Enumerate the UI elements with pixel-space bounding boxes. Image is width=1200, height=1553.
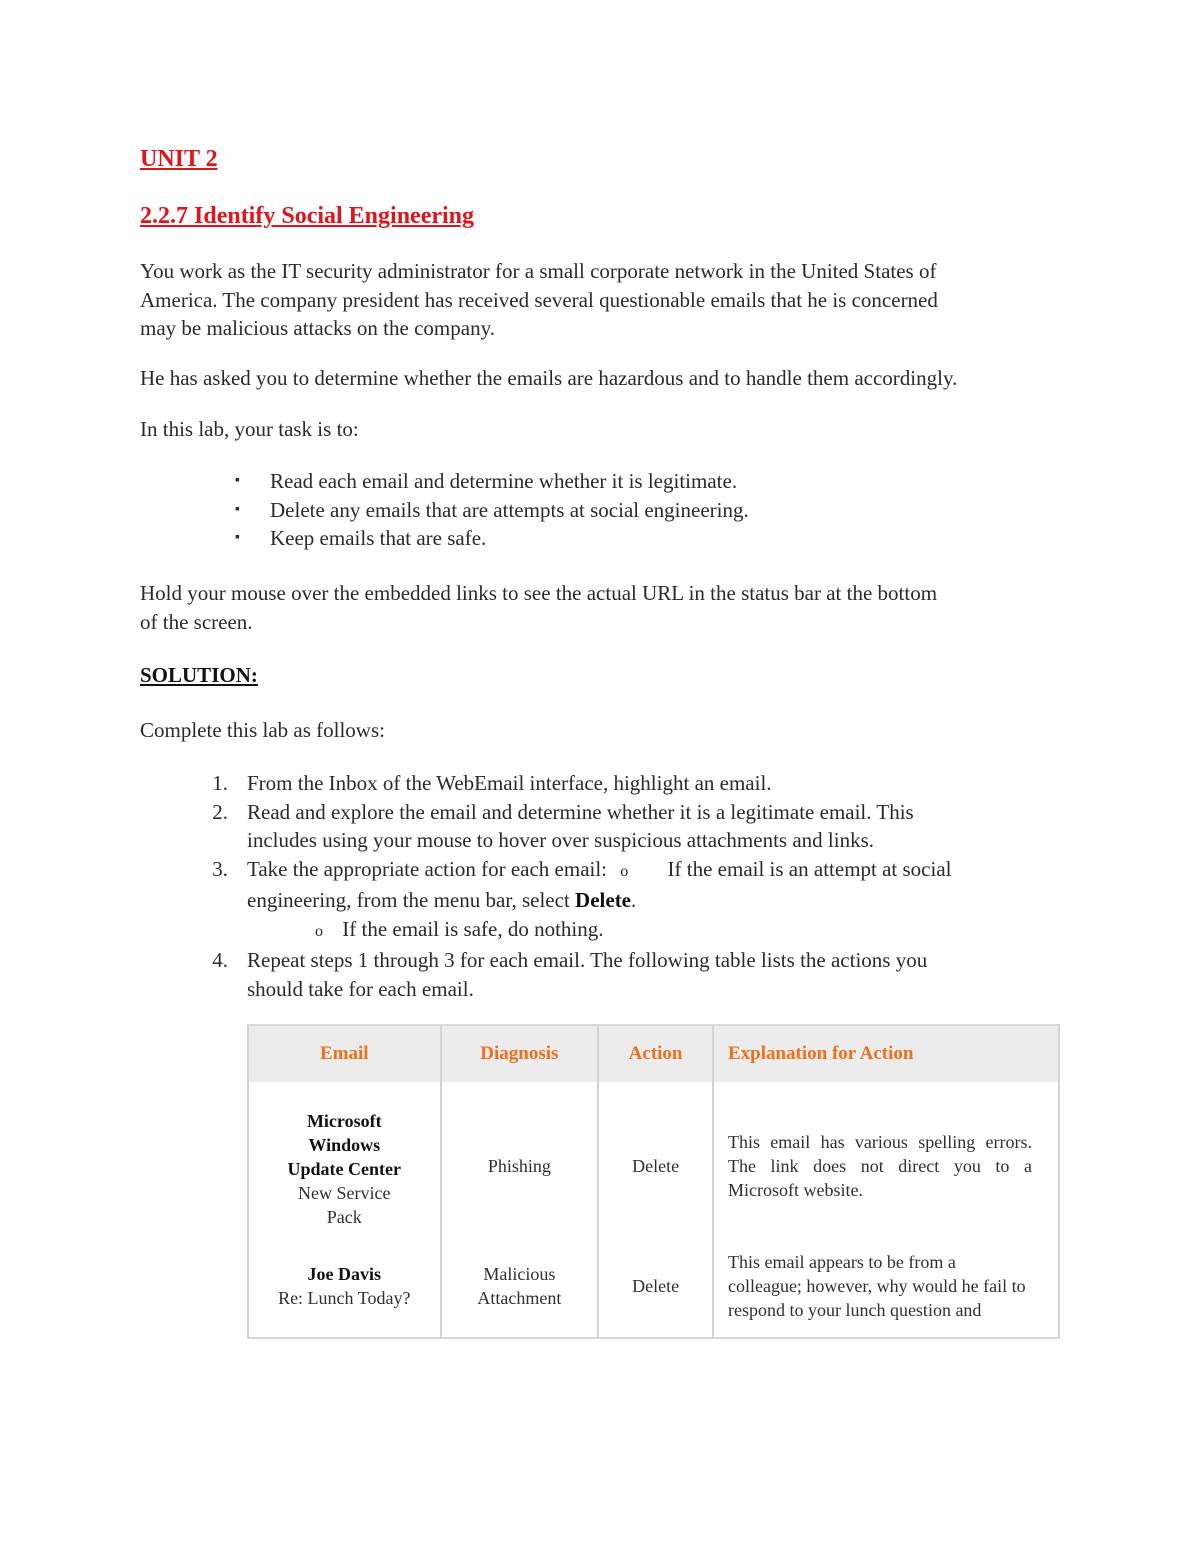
diagnosis-cell: Malicious Attachment (441, 1250, 599, 1338)
solution-intro: Complete this lab as follows: (140, 718, 385, 742)
table-row (248, 1250, 1059, 1338)
section-title: 2.2.7 Identify Social Engineering (140, 203, 475, 229)
header-action: Action (598, 1025, 713, 1082)
asked-paragraph: He has asked you to determine whether the emails are hazardous and to handle them accordingly. (140, 366, 958, 390)
sub-bullet-icon: o (315, 922, 323, 940)
task-intro: In this lab, your task is to: (140, 417, 359, 441)
explanation-cell: This email appears to be from a colleague; however, why would he fail to respond to your lunch question and (713, 1250, 1059, 1338)
sub-bullet-icon: o (620, 862, 629, 880)
bullet-icon: ▪ (235, 473, 240, 488)
actions-table (247, 1024, 1060, 1339)
action-cell: Delete (598, 1082, 713, 1250)
list-item: 4. Repeat steps 1 through 3 for each email. The following table lists the actions you should take for each email. (212, 948, 928, 1001)
list-item: ▪ Read each email and determine whether it is legitimate. (230, 467, 930, 496)
unit-title: UNIT 2 (140, 146, 218, 172)
hover-note: Hold your mouse over the embedded links to see the actual URL in the status bar at the bottom of the screen. (140, 581, 938, 634)
list-item: 3. Take the appropriate action for each email: o If the email is an attempt at social engineering, from the menu bar, select Delete. o If the email is safe, do nothing. (212, 856, 952, 941)
header-diagnosis: Diagnosis (441, 1025, 599, 1082)
header-explanation: Explanation for Action (713, 1025, 1059, 1082)
solution-heading: SOLUTION: (140, 663, 258, 687)
bullet-icon: ▪ (235, 530, 240, 545)
list-item: 2. Read and explore the email and determine whether it is a legitimate email. This includes using your mouse to hover over suspicious attachments and links. (212, 799, 914, 852)
email-cell: Joe Davis Re: Lunch Today? (248, 1250, 441, 1338)
intro-line: You work as the IT security administrator for a small corporate network in the United States of (140, 259, 937, 283)
action-cell: Delete (598, 1250, 713, 1338)
list-item: ▪ Delete any emails that are attempts at social engineering. (230, 496, 930, 525)
intro-paragraph (140, 257, 1070, 343)
task-list (230, 467, 930, 553)
intro-line: may be malicious attacks on the company. (140, 316, 495, 340)
solution-steps (200, 769, 1080, 1003)
list-item: 1. From the Inbox of the WebEmail interface, highlight an email. (212, 771, 772, 795)
header-email: Email (248, 1025, 441, 1082)
explanation-cell: This email has various spelling errors. The link does not direct you to a Microsoft website. (713, 1082, 1059, 1250)
bullet-icon: ▪ (235, 501, 240, 517)
intro-line: America. The company president has received several questionable emails that he is concerned (140, 287, 938, 312)
table-row (248, 1082, 1059, 1250)
email-cell: Microsoft Windows Update Center New Service Pack (248, 1082, 441, 1250)
diagnosis-cell: Phishing (441, 1082, 599, 1250)
list-item: ▪ Keep emails that are safe. (230, 524, 930, 553)
table-header-row (248, 1025, 1059, 1082)
